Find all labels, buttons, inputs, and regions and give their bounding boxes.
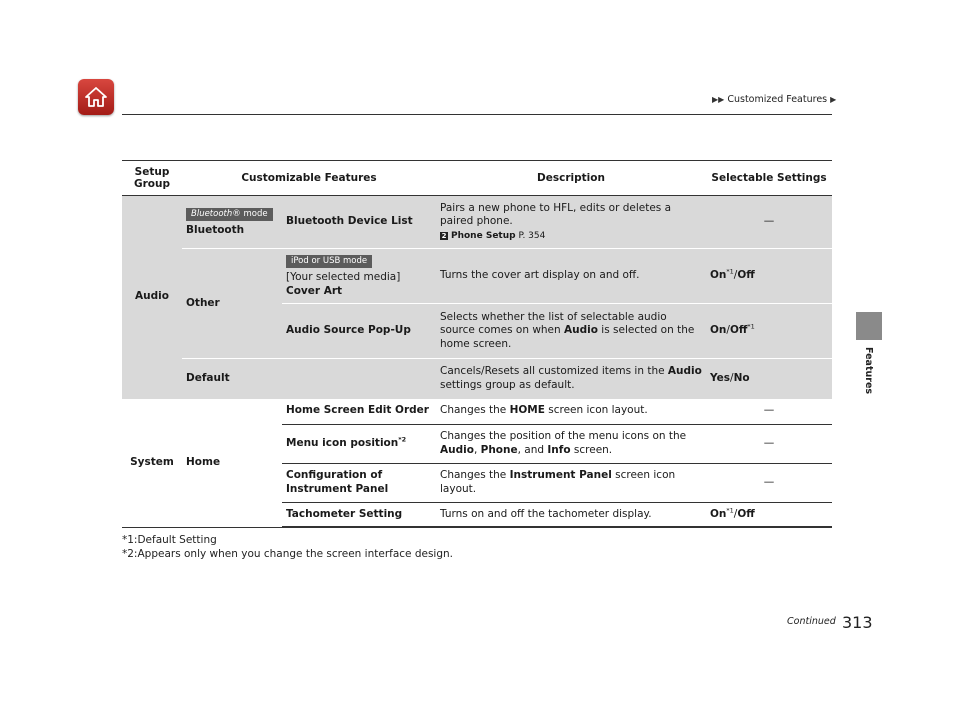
category-default: Default (182, 359, 282, 399)
breadcrumb-arrows-icon: ▶▶ (712, 95, 725, 104)
category-home: Home (186, 455, 221, 468)
setting-tachometer-setting: On$^{*1}$/Off (706, 503, 832, 527)
desc-menu-icon-position: Changes the position of the menu icons on the Audio, Phone, and Info screen. (436, 425, 706, 464)
table-row (122, 399, 832, 425)
desc-home-screen-edit-order: Changes the HOME screen icon layout. (440, 404, 648, 417)
home-button[interactable] (78, 79, 114, 115)
table-row (122, 249, 832, 304)
reference-arrow-icon: 2 (441, 231, 447, 240)
phone-setup-reference[interactable]: 2 Phone Setup P. 354 (441, 230, 546, 241)
setting-home-screen-edit-order: — (763, 404, 775, 417)
setting-instrument-panel: — (706, 464, 832, 503)
desc-cover-art: Turns the cover art display on and off. (436, 249, 706, 304)
footnote-1: *1:Default Setting (122, 534, 217, 546)
header-customizable-features: Customizable Features (182, 161, 436, 196)
header-setup-group: Setup Group (122, 161, 182, 196)
feature-instrument-panel: Configuration of Instrument Panel (282, 464, 436, 503)
header-divider (122, 114, 832, 115)
desc-audio-source-popup: Selects whether the list of selectable audio source comes on when Audio is selected on the home screen. (436, 304, 706, 359)
header-description: Description (436, 161, 706, 196)
feature-bluetooth-device-list: Bluetooth Device List (282, 196, 436, 249)
table-row (122, 196, 832, 249)
ipod-usb-mode-tag: iPod or USB mode (286, 255, 372, 268)
table-bottom-rule (122, 527, 832, 528)
setting-cover-art: On$^{*1}$/Off (706, 249, 832, 304)
setting-audio-source-popup: On/Off$^{*1}$ (706, 304, 832, 359)
page-number: 313 (842, 613, 873, 632)
desc-bluetooth-device-list: Pairs a new phone to HFL, edits or deletes a paired phone. 2 Phone Setup P. 354 (436, 196, 706, 249)
footnote-2: *2:Appears only when you change the screen interface design. (122, 548, 454, 561)
table-row (122, 359, 832, 399)
footnotes (122, 533, 453, 561)
bluetooth-mode-tag: Bluetooth® mode (186, 208, 273, 221)
setting-bluetooth-device-list: — (706, 196, 832, 249)
feature-menu-icon-position: Menu icon position$^{*2}$ (282, 425, 436, 464)
feature-home-screen-edit-order: Home Screen Edit Order (286, 404, 429, 417)
setting-menu-icon-position: — (706, 425, 832, 464)
desc-tachometer-setting: Turns on and off the tachometer display. (436, 503, 706, 527)
desc-default: Cancels/Resets all customized items in the Audio settings group as default. (436, 359, 706, 399)
category-bluetooth: Bluetooth® mode Bluetooth (182, 196, 282, 249)
breadcrumb-label: Customized Features (727, 94, 828, 105)
feature-audio-source-popup: Audio Source Pop-Up (282, 304, 436, 359)
category-other: Other (182, 249, 282, 359)
group-system: System (130, 455, 174, 468)
feature-tachometer-setting: Tachometer Setting (282, 503, 436, 527)
breadcrumb-trail-icon: ▶ (830, 95, 837, 104)
table-header-row (122, 161, 832, 196)
setting-default: Yes/No (706, 359, 832, 399)
feature-cover-art: iPod or USB mode [Your selected media] Cover Art (282, 249, 436, 304)
continued-label: Continued (787, 616, 836, 627)
home-icon (83, 85, 109, 109)
desc-instrument-panel: Changes the Instrument Panel screen icon layout. (436, 464, 706, 503)
customized-features-table (122, 160, 832, 528)
group-audio: Audio (122, 196, 182, 399)
header-selectable-settings: Selectable Settings (706, 161, 832, 196)
feature-default-empty (282, 359, 436, 399)
breadcrumb[interactable] (712, 94, 836, 105)
section-tab-label: Features (863, 347, 874, 395)
section-tab-marker (856, 312, 882, 340)
